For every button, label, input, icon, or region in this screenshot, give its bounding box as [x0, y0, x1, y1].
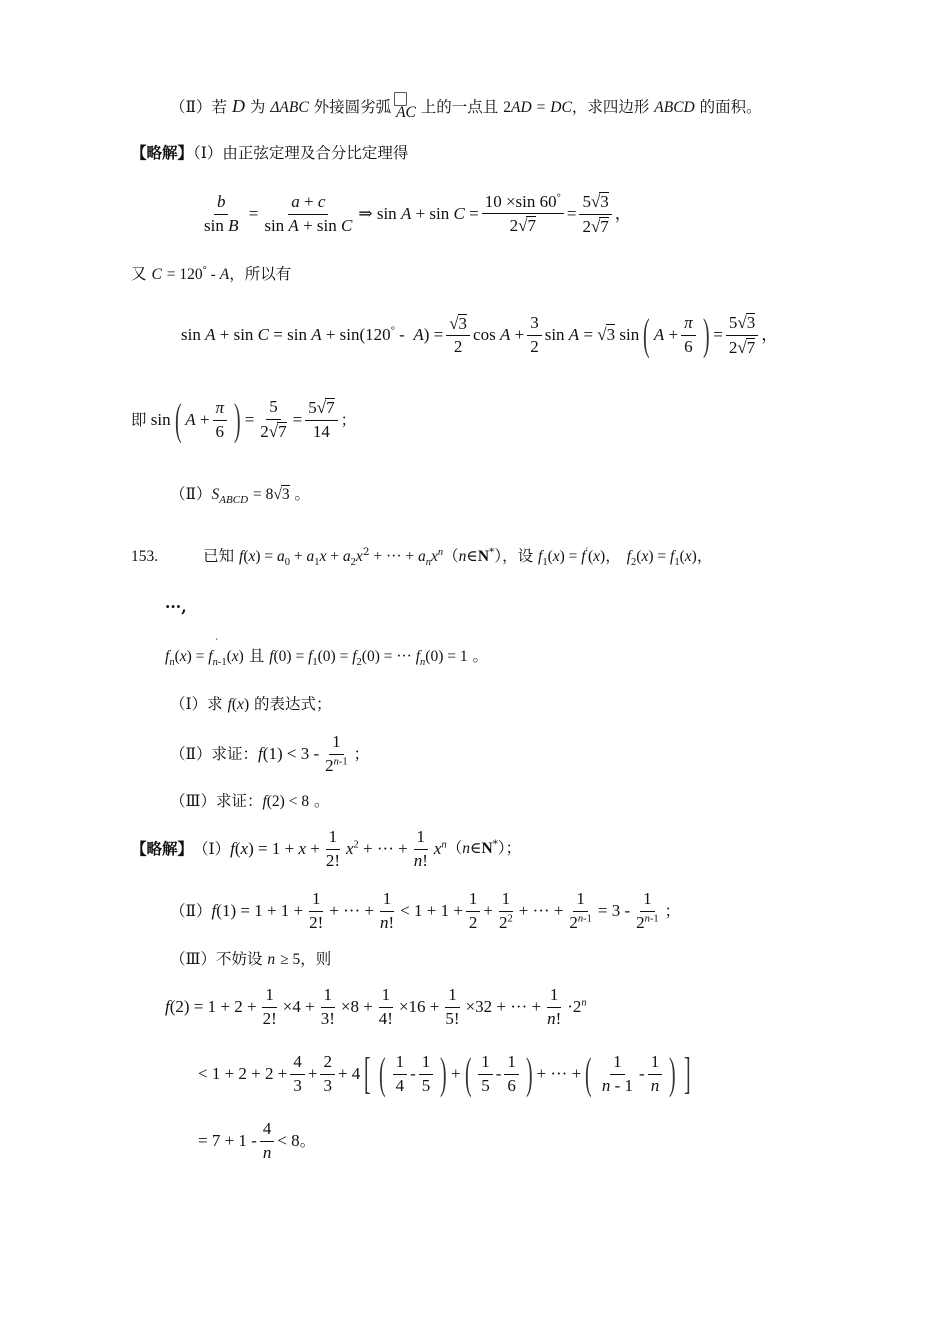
solution-153-part-1: 【略解】 （Ⅰ） f (x) = 1 + x + $\frac{1}{2!}$ $x^2$ + ··· + $\frac{1}{n!}$ $x^n$ （n∈N*）；: [131, 827, 522, 870]
solution-tag: 【略解】: [131, 838, 194, 858]
solution-153-part-2: （Ⅱ） f (1) = 1 + 1 + $\frac{1}{2!}$ + ··· + $\frac{1}{n!}$ < 1 + 1 + $\frac{1}{2}$ + $\frac{1}{2^2}$ + ··· + $\frac{1}{2^{n-1}}$ = 3 - 1 2$^{n-1}$ ；: [170, 889, 681, 932]
solution-tag: 【略解】: [131, 143, 194, 162]
problem-153-q1: （Ⅰ）求 f(x) 的表达式；: [170, 695, 332, 713]
problem-153-q3: （Ⅲ）求证：f(2) < 8 。: [170, 792, 330, 810]
problem-153-dots: ···,: [165, 597, 187, 616]
solution-152-heading: [131, 144, 408, 163]
problem-number: 153.: [131, 548, 159, 565]
solution-152-part-2: $(Ⅱ)S_{ABCD} = 8√3$ 。: [170, 485, 311, 507]
line-c-relation: 又 C = 120° - A，所以有: [131, 264, 292, 283]
problem-153-q2: （Ⅱ）求证： f (1) < 3 - 1 2$^{n-1}$ ；: [170, 732, 370, 775]
solution-153-bound: < 1 + 2 + 2 + $\frac{4}{3}$ + $\frac{2}{3}$ + 4 [ ( 1 4 - 1 5 ) + ( 1 5 - 1 6 ) + ··· + ( 1 n - 1 - 1 n ) ]: [198, 1049, 691, 1098]
problem-153-stem: 153. 已知 $f(x) = a_0 + a_1x + a_2x^2$ + ··· + $a_nx^n(n\in N^*)$，设 $f_1(x) = f'(x)$， $f_2(x) = f_1(x)$，: [131, 545, 713, 569]
equation-sum-sines: sin A + sin C = sin A + sin(120° - A) = $\frac{√3}{2}$ cos A + $\frac{3}{2}$ sin A = √3 sin ( A + π 6 ) = $\frac{5√3}{2√7}$ ，: [181, 310, 779, 360]
problem-152-part-2: （Ⅱ）若 D 为 ΔABC 外接圆劣弧 AC 上的一点且 2AD = DC，求四边形 ABCD 的面积。: [170, 96, 762, 118]
equation-sine-rule: $\frac{b}{\text{sin B}}$ = $\frac{a + c}{\text{sin A + sin C}}$ ⇒ sin A + sin C = $\frac{10 \times\sin 60^\circ}{2√7}$ = $\frac{5√3}{2√7}$ ，: [204, 191, 632, 236]
solution-153-f2-expansion: f (2) = 1 + 2 + $\frac{1}{2!}$ ×4 + $\frac{1}{3!}$ ×8 + $\frac{1}{4!}$ ×16 + $\frac{1}{5!}$ ×32 + ··· + $\frac{1}{n!}$ $\cdot 2^n$: [165, 985, 587, 1028]
problem-153-recurrence: $f_n(x) = f$ ′ $_{n-1}$(x) 且 $f(0) = f_1(0) = f_2(0)$ = ··· $f_n(0) = 1$ 。: [165, 637, 489, 669]
solution-153-part-3: （Ⅲ）不妨设 n ≥ 5，则: [170, 950, 332, 968]
equation-sin-value: 即 sin ( A + π 6 ) = $\frac{5}{2√7}$ = $\frac{5√7}{14}$ ；: [131, 395, 357, 444]
solution-152-part-1-label: （Ⅰ）由正弦定理及合分比定理得: [193, 144, 409, 162]
solution-153-result: = 7 + 1 - 4 n < 8 。: [198, 1119, 316, 1162]
